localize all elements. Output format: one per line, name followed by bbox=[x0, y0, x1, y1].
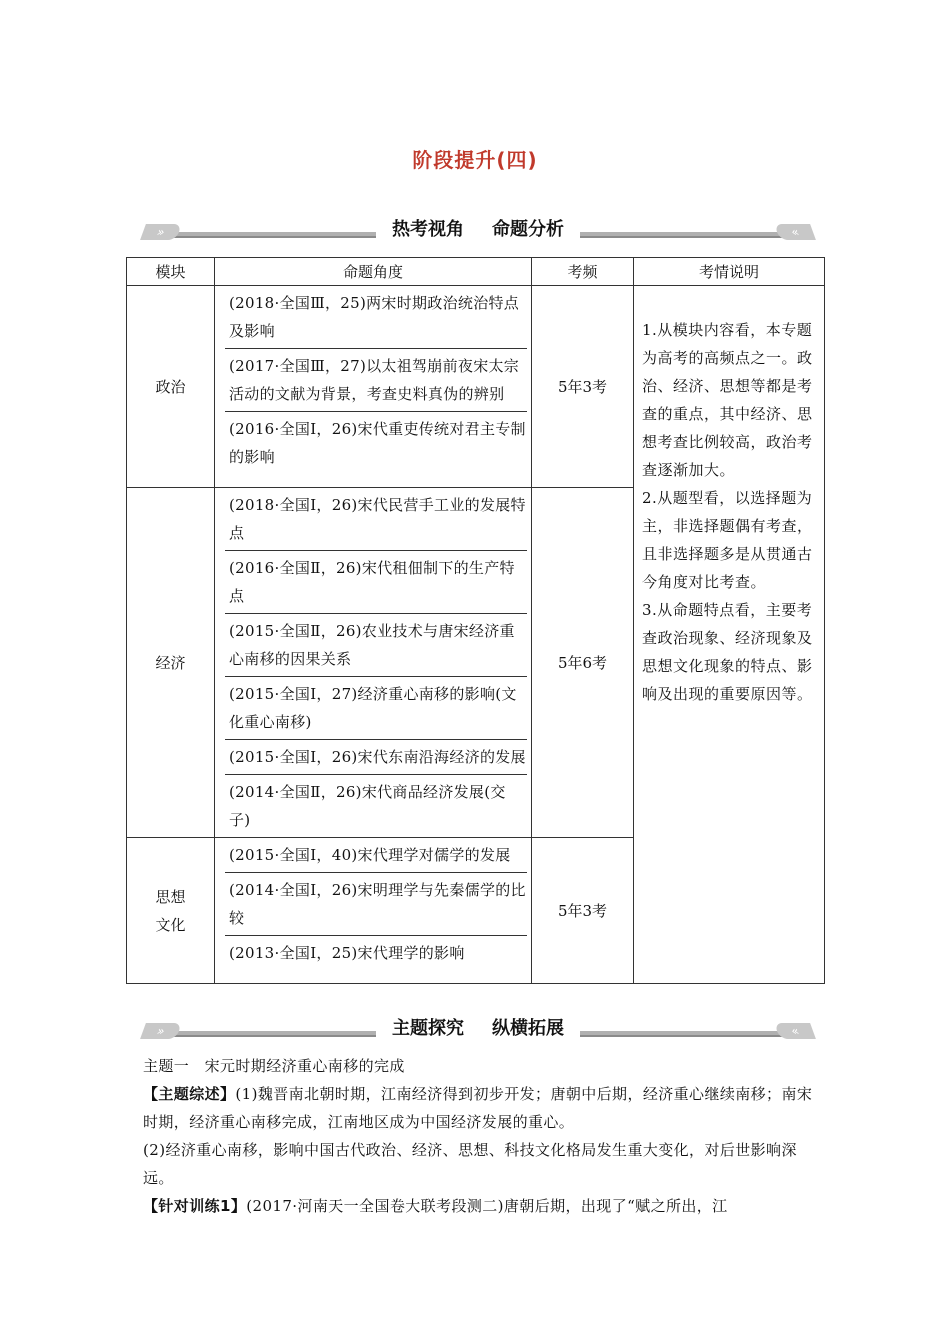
frequency-cell: 5年6考 bbox=[532, 488, 634, 838]
note-item: 1.从模块内容看，本专题为高考的高频点之一。政治、经济、思想等都是考查的重点，其中经济、思想考查比例较高，政治考查逐渐加大。 bbox=[642, 321, 813, 479]
topic-section bbox=[143, 1052, 813, 1220]
angle-item: (2013·全国Ⅰ，25)宋代理学的影响 bbox=[229, 944, 465, 962]
angle-item: (2016·全国Ⅰ，26)宋代重吏传统对君主专制的影响 bbox=[229, 420, 526, 466]
banner-label-right: 纵横拓展 bbox=[492, 1018, 564, 1039]
module-cell bbox=[127, 838, 215, 984]
training-text: (2017·河南天一全国卷大联考段测二)唐朝后期，出现了“赋之所出，江 bbox=[246, 1197, 728, 1215]
frequency-cell: 5年3考 bbox=[532, 838, 634, 984]
page-title: 阶段提升(四) bbox=[412, 148, 538, 172]
angle-item: (2015·全国Ⅱ，26)农业技术与唐宋经济重心南移的因果关系 bbox=[225, 614, 527, 677]
section-banner-topic-explore bbox=[143, 1014, 813, 1044]
angle-item: (2016·全国Ⅱ，26)宋代租佃制下的生产特点 bbox=[225, 551, 527, 614]
angle-item: (2015·全国Ⅰ，40)宋代理学对儒学的发展 bbox=[225, 838, 527, 873]
angle-item: (2015·全国Ⅰ，27)经济重心南移的影响(文化重心南移) bbox=[225, 677, 527, 740]
summary-paragraph bbox=[143, 1080, 813, 1136]
banner-label-right: 命题分析 bbox=[492, 219, 564, 240]
frequency-cell: 5年3考 bbox=[532, 286, 634, 488]
training-label: 【针对训练1】 bbox=[143, 1197, 247, 1215]
summary-paragraph-2: (2)经济重心南移，影响中国古代政治、经济、思想、科技文化格局发生重大变化，对后世影响深远。 bbox=[143, 1141, 797, 1187]
banner-right-cap: « bbox=[774, 224, 816, 240]
module-cell: 政治 bbox=[127, 286, 215, 488]
angle-item: (2014·全国Ⅱ，26)宋代商品经济发展(交子) bbox=[229, 783, 506, 829]
angle-item: (2018·全国Ⅰ，26)宋代民营手工业的发展特点 bbox=[225, 488, 527, 551]
angle-item: (2017·全国Ⅲ，27)以太祖驾崩前夜宋太宗活动的文献为背景，考查史料真伪的辨别 bbox=[225, 349, 527, 412]
analysis-table bbox=[126, 257, 825, 984]
banner-left-cap: » bbox=[140, 1023, 182, 1039]
module-label: 思想文化 bbox=[155, 887, 186, 934]
angles-cell bbox=[215, 286, 532, 488]
banner-label bbox=[376, 1014, 580, 1044]
angles-cell bbox=[215, 838, 532, 984]
banner-label bbox=[376, 215, 580, 245]
notes-cell bbox=[634, 286, 825, 984]
banner-right-cap: « bbox=[774, 1023, 816, 1039]
topic-heading: 主题一 宋元时期经济重心南移的完成 bbox=[143, 1057, 405, 1075]
table-row-politics bbox=[127, 286, 825, 488]
training-paragraph bbox=[143, 1192, 813, 1220]
module-cell: 经济 bbox=[127, 488, 215, 838]
header-angle: 命题角度 bbox=[215, 258, 532, 286]
angle-item: (2018·全国Ⅲ，25)两宋时期政治统治特点及影响 bbox=[225, 286, 527, 349]
header-module: 模块 bbox=[127, 258, 215, 286]
note-item: 3.从命题特点看，主要考查政治现象、经济现象及思想文化现象的特点、影响及出现的重要原因等。 bbox=[642, 601, 813, 703]
section-banner-hot-topics bbox=[143, 215, 813, 245]
angle-item: (2014·全国Ⅰ，26)宋明理学与先秦儒学的比较 bbox=[225, 873, 527, 936]
header-notes: 考情说明 bbox=[634, 258, 825, 286]
table-header-row bbox=[127, 258, 825, 286]
header-frequency: 考频 bbox=[532, 258, 634, 286]
note-item: 2.从题型看，以选择题为主，非选择题偶有考查，且非选择题多是从贯通古今角度对比考查。 bbox=[642, 489, 813, 591]
angles-cell bbox=[215, 488, 532, 838]
summary-text: (1)魏晋南北朝时期，江南经济得到初步开发；唐朝中后期，经济重心继续南移；南宋时期，经济重心南移完成，江南地区成为中国经济发展的重心。 bbox=[143, 1085, 813, 1131]
summary-label: 【主题综述】 bbox=[143, 1085, 236, 1103]
angle-item: (2015·全国Ⅰ，26)宋代东南沿海经济的发展 bbox=[225, 740, 527, 775]
banner-label-left: 热考视角 bbox=[392, 219, 464, 240]
banner-left-cap: » bbox=[140, 224, 182, 240]
banner-label-left: 主题探究 bbox=[392, 1018, 464, 1039]
